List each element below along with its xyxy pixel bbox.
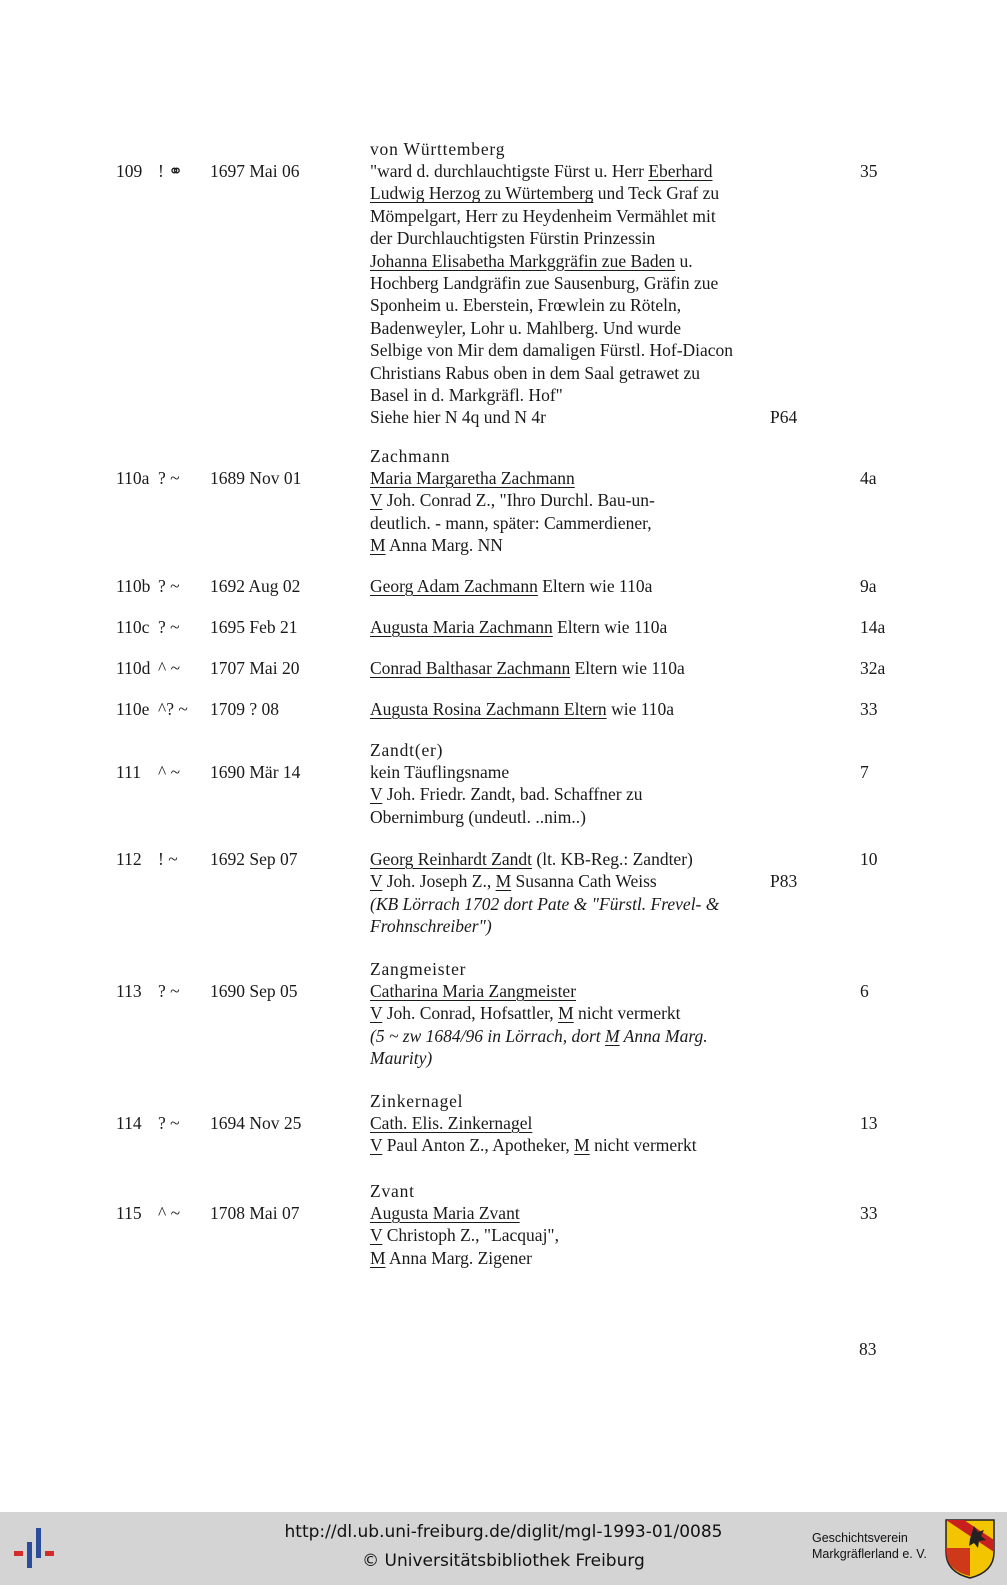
surname-heading: von Württemberg — [370, 139, 506, 159]
entry-number: 114 — [116, 1113, 142, 1133]
surname-heading: Zinkernagel — [370, 1091, 464, 1111]
text-segment: nicht vermerkt — [573, 1003, 681, 1024]
text-line — [370, 467, 830, 489]
text-line — [370, 534, 830, 556]
text-segment: u. — [675, 250, 693, 271]
entry-number: 110e — [116, 699, 150, 719]
entry-text — [370, 848, 830, 938]
underlined-name: V — [370, 784, 383, 805]
text-segment: Maurity) — [370, 1048, 433, 1069]
underlined-name: M — [495, 871, 512, 892]
text-line — [370, 657, 830, 679]
surname-heading: Zangmeister — [370, 959, 467, 979]
underlined-name: Conrad Balthasar Zachmann — [370, 658, 571, 678]
entry-reference: 13 — [860, 1113, 878, 1133]
text-line — [370, 1025, 830, 1047]
text-line — [370, 489, 830, 511]
entry-text — [370, 958, 830, 1070]
page-reference: P83 — [770, 871, 798, 892]
text-line — [370, 915, 830, 937]
text-line — [370, 1247, 830, 1269]
text-line — [370, 384, 830, 406]
text-segment: Joh. Joseph Z., — [382, 871, 496, 892]
underlined-name: M — [370, 1247, 386, 1268]
text-line — [370, 160, 830, 182]
entry-date: 1689 Nov 01 — [210, 468, 302, 488]
text-line — [370, 783, 830, 805]
entry-text — [370, 657, 830, 679]
text-line — [370, 761, 830, 783]
text-line — [370, 893, 830, 915]
text-line — [370, 1202, 830, 1224]
entry-reference: 35 — [860, 161, 878, 181]
text-line — [370, 512, 830, 534]
entry-symbol: ^ ~ — [158, 1203, 181, 1223]
text-segment: Joh. Conrad, Hofsattler, — [382, 1003, 559, 1024]
entry-reference: 14a — [860, 617, 886, 637]
entry-reference: 4a — [860, 468, 877, 488]
underlined-name: V — [370, 871, 383, 892]
entry-number: 112 — [116, 849, 142, 869]
source-url[interactable]: http://dl.ub.uni-freiburg.de/diglit/mgl-1993-01/0085 — [284, 1522, 723, 1542]
society-name — [812, 1530, 927, 1562]
entry-number: 110d — [116, 658, 151, 678]
text-line — [370, 575, 830, 597]
underlined-name: V — [370, 1003, 383, 1024]
text-line — [370, 317, 830, 339]
text-segment: Eltern wie 110a — [552, 617, 668, 637]
text-segment: wie 110a — [606, 699, 675, 719]
underlined-name: Augusta Maria Zvant — [370, 1203, 520, 1223]
entry-number: 109 — [116, 161, 143, 181]
entry-number: 110a — [116, 468, 150, 488]
text-segment: Joh. Friedr. Zandt, bad. Schaffner zu — [382, 784, 643, 805]
entry-symbol: ? ~ — [158, 468, 180, 488]
underlined-name: V — [370, 1135, 383, 1156]
page-number: 83 — [859, 1339, 877, 1359]
society-line-2: Markgräflerland e. V. — [812, 1547, 927, 1561]
entry-reference: 32a — [860, 658, 886, 678]
text-segment: Siehe hier N 4q und N 4r — [370, 407, 546, 428]
entry-reference: 33 — [860, 699, 878, 719]
copyright-notice: © Universitätsbibliothek Freiburg — [362, 1551, 645, 1571]
text-segment: deutlich. - mann, später: Cammerdiener, — [370, 512, 652, 533]
entry-text — [370, 445, 830, 557]
text-segment: (KB Lörrach 1702 dort Pate & "Fürstl. Frevel- & — [370, 893, 720, 914]
text-line — [370, 698, 830, 720]
text-line — [370, 272, 830, 294]
underlined-name: Ludwig Herzog zu Würtemberg — [370, 183, 594, 204]
text-line — [370, 182, 830, 204]
coat-of-arms-icon — [944, 1518, 996, 1580]
text-line — [370, 294, 830, 316]
text-line — [370, 227, 830, 249]
underlined-name: M — [370, 535, 386, 556]
entry-date: 1695 Feb 21 — [210, 617, 298, 637]
text-segment: Mömpelgart, Herr zu Heydenheim Vermählet mit — [370, 205, 716, 226]
entry-symbol: ! ⚭ — [158, 161, 183, 181]
entry-date: 1690 Mär 14 — [210, 762, 301, 782]
text-line — [370, 1134, 830, 1156]
text-segment: Susanna Cath Weiss — [511, 871, 657, 892]
text-line — [370, 406, 830, 428]
entry-symbol: ? ~ — [158, 981, 180, 1001]
entry-reference: 7 — [860, 762, 869, 782]
text-line — [370, 1047, 830, 1069]
entry-number: 111 — [116, 762, 141, 782]
entry-symbol: ? ~ — [158, 1113, 180, 1133]
text-segment: (lt. KB-Reg.: Zandter) — [532, 849, 693, 869]
surname-heading: Zvant — [370, 1181, 415, 1201]
entry-date: 1707 Mai 20 — [210, 658, 300, 678]
text-line — [370, 339, 830, 361]
text-segment: der Durchlauchtigsten Fürstin Prinzessin — [370, 228, 656, 249]
text-line — [370, 870, 830, 892]
text-line — [370, 1224, 830, 1246]
entry-date: 1690 Sep 05 — [210, 981, 298, 1001]
text-segment: kein Täuflingsname — [370, 762, 510, 782]
text-segment: Frohnschreiber") — [370, 916, 492, 937]
text-segment: nicht vermerkt — [589, 1135, 697, 1156]
text-segment: und Teck Graf zu — [593, 183, 720, 204]
entry-symbol: ? ~ — [158, 617, 180, 637]
underlined-name: V — [370, 1225, 383, 1246]
text-segment: Eltern wie 110a — [570, 658, 685, 678]
text-line — [370, 250, 830, 272]
entry-reference: 9a — [860, 576, 877, 596]
text-segment: Anna Marg. NN — [385, 535, 503, 556]
surname-heading: Zandt(er) — [370, 740, 444, 760]
text-line — [370, 205, 830, 227]
entry-date: 1694 Nov 25 — [210, 1113, 302, 1133]
entry-date: 1692 Sep 07 — [210, 849, 298, 869]
text-segment: Joh. Conrad Z., "Ihro Durchl. Bau-un- — [382, 490, 655, 511]
underlined-name: M — [558, 1003, 574, 1024]
underlined-name: Augusta Rosina Zachmann Eltern — [370, 699, 607, 719]
entry-symbol: ! ~ — [158, 849, 178, 869]
entry-symbol: ^ ~ — [158, 658, 181, 678]
surname-heading: Zachmann — [370, 446, 451, 466]
underlined-name: Catharina Maria Zangmeister — [370, 981, 577, 1001]
text-line — [370, 1002, 830, 1024]
page-reference: P64 — [770, 407, 798, 428]
text-segment: Sponheim u. Eberstein, Frœwlein zu Röteln, — [370, 295, 682, 316]
underlined-name: Maria Margaretha Zachmann — [370, 468, 575, 488]
text-segment: Selbige von Mir dem damaligen Fürstl. Hof-Diacon — [370, 340, 734, 361]
entry-reference: 6 — [860, 981, 869, 1001]
text-segment: "ward d. durchlauchtigste Fürst u. Herr — [370, 161, 649, 181]
text-line — [370, 362, 830, 384]
entry-symbol: ^ ~ — [158, 762, 181, 782]
entry-date: 1697 Mai 06 — [210, 161, 300, 181]
text-segment: (5 ~ zw 1684/96 in Lörrach, dort — [370, 1025, 606, 1046]
text-segment: Badenweyler, Lohr u. Mahlberg. Und wurde — [370, 317, 681, 338]
text-segment: Christians Rabus oben in dem Saal getrawet zu — [370, 362, 700, 383]
text-segment: Eltern wie 110a — [537, 576, 653, 596]
entry-reference: 33 — [860, 1203, 878, 1223]
text-segment: Anna Marg. — [619, 1025, 708, 1046]
underlined-name: M — [605, 1025, 620, 1046]
footer-bar — [0, 1512, 1007, 1585]
entry-number: 110c — [116, 617, 150, 637]
text-line — [370, 848, 830, 870]
text-segment: Obernimburg (undeutl. ..nim..) — [370, 806, 586, 827]
entry-text — [370, 575, 830, 597]
underlined-name: Cath. Elis. Zinkernagel — [370, 1113, 533, 1133]
entry-date: 1708 Mai 07 — [210, 1203, 300, 1223]
entry-symbol: ^? ~ — [158, 699, 188, 719]
text-segment: Paul Anton Z., Apotheker, — [382, 1135, 575, 1156]
underlined-name: Eberhard — [648, 161, 713, 181]
entry-text — [370, 138, 830, 429]
entry-number: 115 — [116, 1203, 142, 1223]
entry-reference: 10 — [860, 849, 878, 869]
underlined-name: V — [370, 490, 383, 511]
entry-text — [370, 1180, 830, 1269]
entry-symbol: ? ~ — [158, 576, 180, 596]
underlined-name: Johanna Elisabetha Markggräfin zue Baden — [370, 250, 676, 271]
entry-text — [370, 616, 830, 638]
entry-text — [370, 698, 830, 720]
underlined-name: M — [574, 1135, 590, 1156]
text-segment: Hochberg Landgräfin zue Sausenburg, Gräfin zue — [370, 273, 719, 294]
text-line — [370, 616, 830, 638]
entry-text — [370, 1090, 830, 1157]
entry-number: 110b — [116, 576, 151, 596]
text-segment: Anna Marg. Zigener — [385, 1247, 533, 1268]
entry-date: 1692 Aug 02 — [210, 576, 301, 596]
underlined-name: Georg Adam Zachmann — [370, 576, 538, 596]
entry-date: 1709 ? 08 — [210, 699, 280, 719]
text-line — [370, 806, 830, 828]
text-line — [370, 980, 830, 1002]
underlined-name: Augusta Maria Zachmann — [370, 617, 553, 637]
entry-text — [370, 739, 830, 828]
underlined-name: Georg Reinhardt Zandt — [370, 849, 532, 869]
text-line — [370, 1112, 830, 1134]
text-segment: Christoph Z., "Lacquaj", — [382, 1225, 559, 1246]
entry-number: 113 — [116, 981, 142, 1001]
text-segment: Basel in d. Markgräfl. Hof" — [370, 385, 563, 406]
society-line-1: Geschichtsverein — [812, 1531, 908, 1545]
